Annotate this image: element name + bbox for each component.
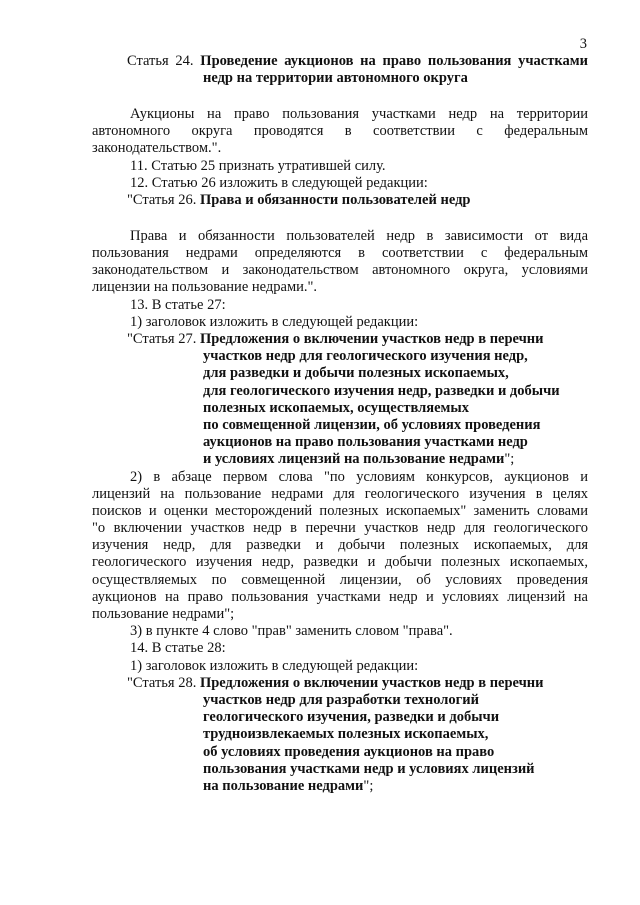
item-13: 13. В статье 27: [130, 296, 226, 313]
article-28-title-line: участков недр для разработки технологий [203, 691, 479, 708]
article-26-label: "Статья 26. [127, 192, 197, 208]
article-28-title-last-line [92, 778, 588, 795]
article-26-text-line: законодательством и законодательством автономного округа, условиями [92, 262, 588, 279]
item-12: 12. Статью 26 изложить в следующей редакции: [130, 174, 428, 191]
item-13-subitem-3: 3) в пункте 4 слово "прав" заменить словом "права". [130, 623, 453, 640]
article-27-title-line: аукционов на право пользования участками недр [203, 434, 528, 451]
item-11: 11. Статью 25 признать утратившей силу. [130, 157, 386, 174]
item-13-subitem-2-line: лицензий на пользование недрами для геологического изучения в целях [92, 485, 588, 502]
page-number: 3 [579, 36, 587, 52]
article-24-heading-line [92, 53, 588, 70]
article-28-title-line: об условиях проведения аукционов на право [203, 743, 495, 760]
article-26-title: Права и обязанности пользователей недр [199, 192, 471, 208]
article-26-text-line: Права и обязанности пользователей недр в зависимости от вида [130, 227, 588, 244]
article-28-heading-line [92, 675, 588, 692]
item-14: 14. В статье 28: [130, 640, 226, 657]
article-27-title-line: по совмещенной лицензии, об условиях проведения [203, 416, 541, 433]
article-27-heading-line [92, 331, 588, 348]
article-28-title: Предложения о включении участков недр в перечни [199, 674, 544, 691]
article-28-closing: "; [363, 777, 374, 794]
article-27-title-line: полезных ископаемых, осуществляемых [203, 399, 469, 416]
item-13-subitem-2-line: изучения недр, для разведки и добычи полезных ископаемых, для [92, 537, 588, 554]
item-13-subitem-2-line: осуществляемых по совмещенной лицензии, об условиях проведения [92, 571, 588, 588]
article-28-title-line: пользования участками недр и условиях лицензий [203, 760, 535, 777]
article-24-title: Проведение аукционов на право пользования участками [200, 53, 588, 69]
item-13-subitem-2-line: 2) в абзаце первом слова "по условиям конкурсов, аукционов и [130, 468, 588, 485]
article-28-title-line: трудноизвлекаемых полезных ископаемых, [203, 726, 489, 743]
article-27-label: "Статья 27. [127, 331, 197, 347]
article-24-text-line: Аукционы на право пользования участками недр на территории [130, 106, 588, 123]
article-27-title-line: для разведки и добычи полезных ископаемых, [203, 365, 509, 382]
article-28-title-line: геологического изучения, разведки и добычи [203, 709, 500, 726]
article-27-title-last-line [92, 451, 588, 468]
article-24-text-line: законодательством.". [92, 140, 222, 157]
item-13-subitem-2-line: пользование недрами"; [92, 606, 235, 622]
item-13-subitem-2-line: геологического изучения недр, разведки и добычи полезных ископаемых, [92, 554, 588, 571]
article-27-closing: "; [504, 451, 515, 468]
article-27-title: Предложения о включении участков недр в перечни [199, 331, 544, 347]
item-13-subitem-2-line: аукционов на право пользования участками недр и условиях лицензий на [92, 588, 588, 605]
article-24-text-line: автономного округа проводятся в соответствии с федеральным [92, 123, 588, 140]
item-14-subitem-1: 1) заголовок изложить в следующей редакции: [130, 657, 419, 674]
article-26-text-line: пользования недрами определяются в соответствии с федеральным [92, 245, 588, 262]
article-24-label: Статья 24. [127, 53, 194, 69]
document-body [92, 53, 588, 795]
article-28-title-end: на пользование недрами [203, 777, 364, 794]
article-26-text-line: лицензии на пользование недрами.". [92, 279, 318, 296]
article-27-title-end: и условиях лицензий на пользование недрами [203, 451, 505, 468]
item-13-subitem-1: 1) заголовок изложить в следующей редакции: [130, 313, 419, 330]
item-13-subitem-2-line: поисков и оценки месторождений полезных ископаемых" заменить словами [92, 502, 588, 519]
item-13-subitem-2-line: "о включении участков недр в перечни участков недр для геологического [92, 520, 588, 537]
article-28-label: "Статья 28. [127, 674, 197, 691]
spacer [92, 87, 588, 106]
article-24-title-continuation: недр на территории автономного округа [203, 70, 468, 87]
article-26-heading-line [92, 192, 588, 209]
article-27-title-line: для геологического изучения недр, разведки и добычи [203, 382, 560, 399]
spacer [92, 209, 588, 228]
article-27-title-line: участков недр для геологического изучения недр, [203, 348, 528, 365]
